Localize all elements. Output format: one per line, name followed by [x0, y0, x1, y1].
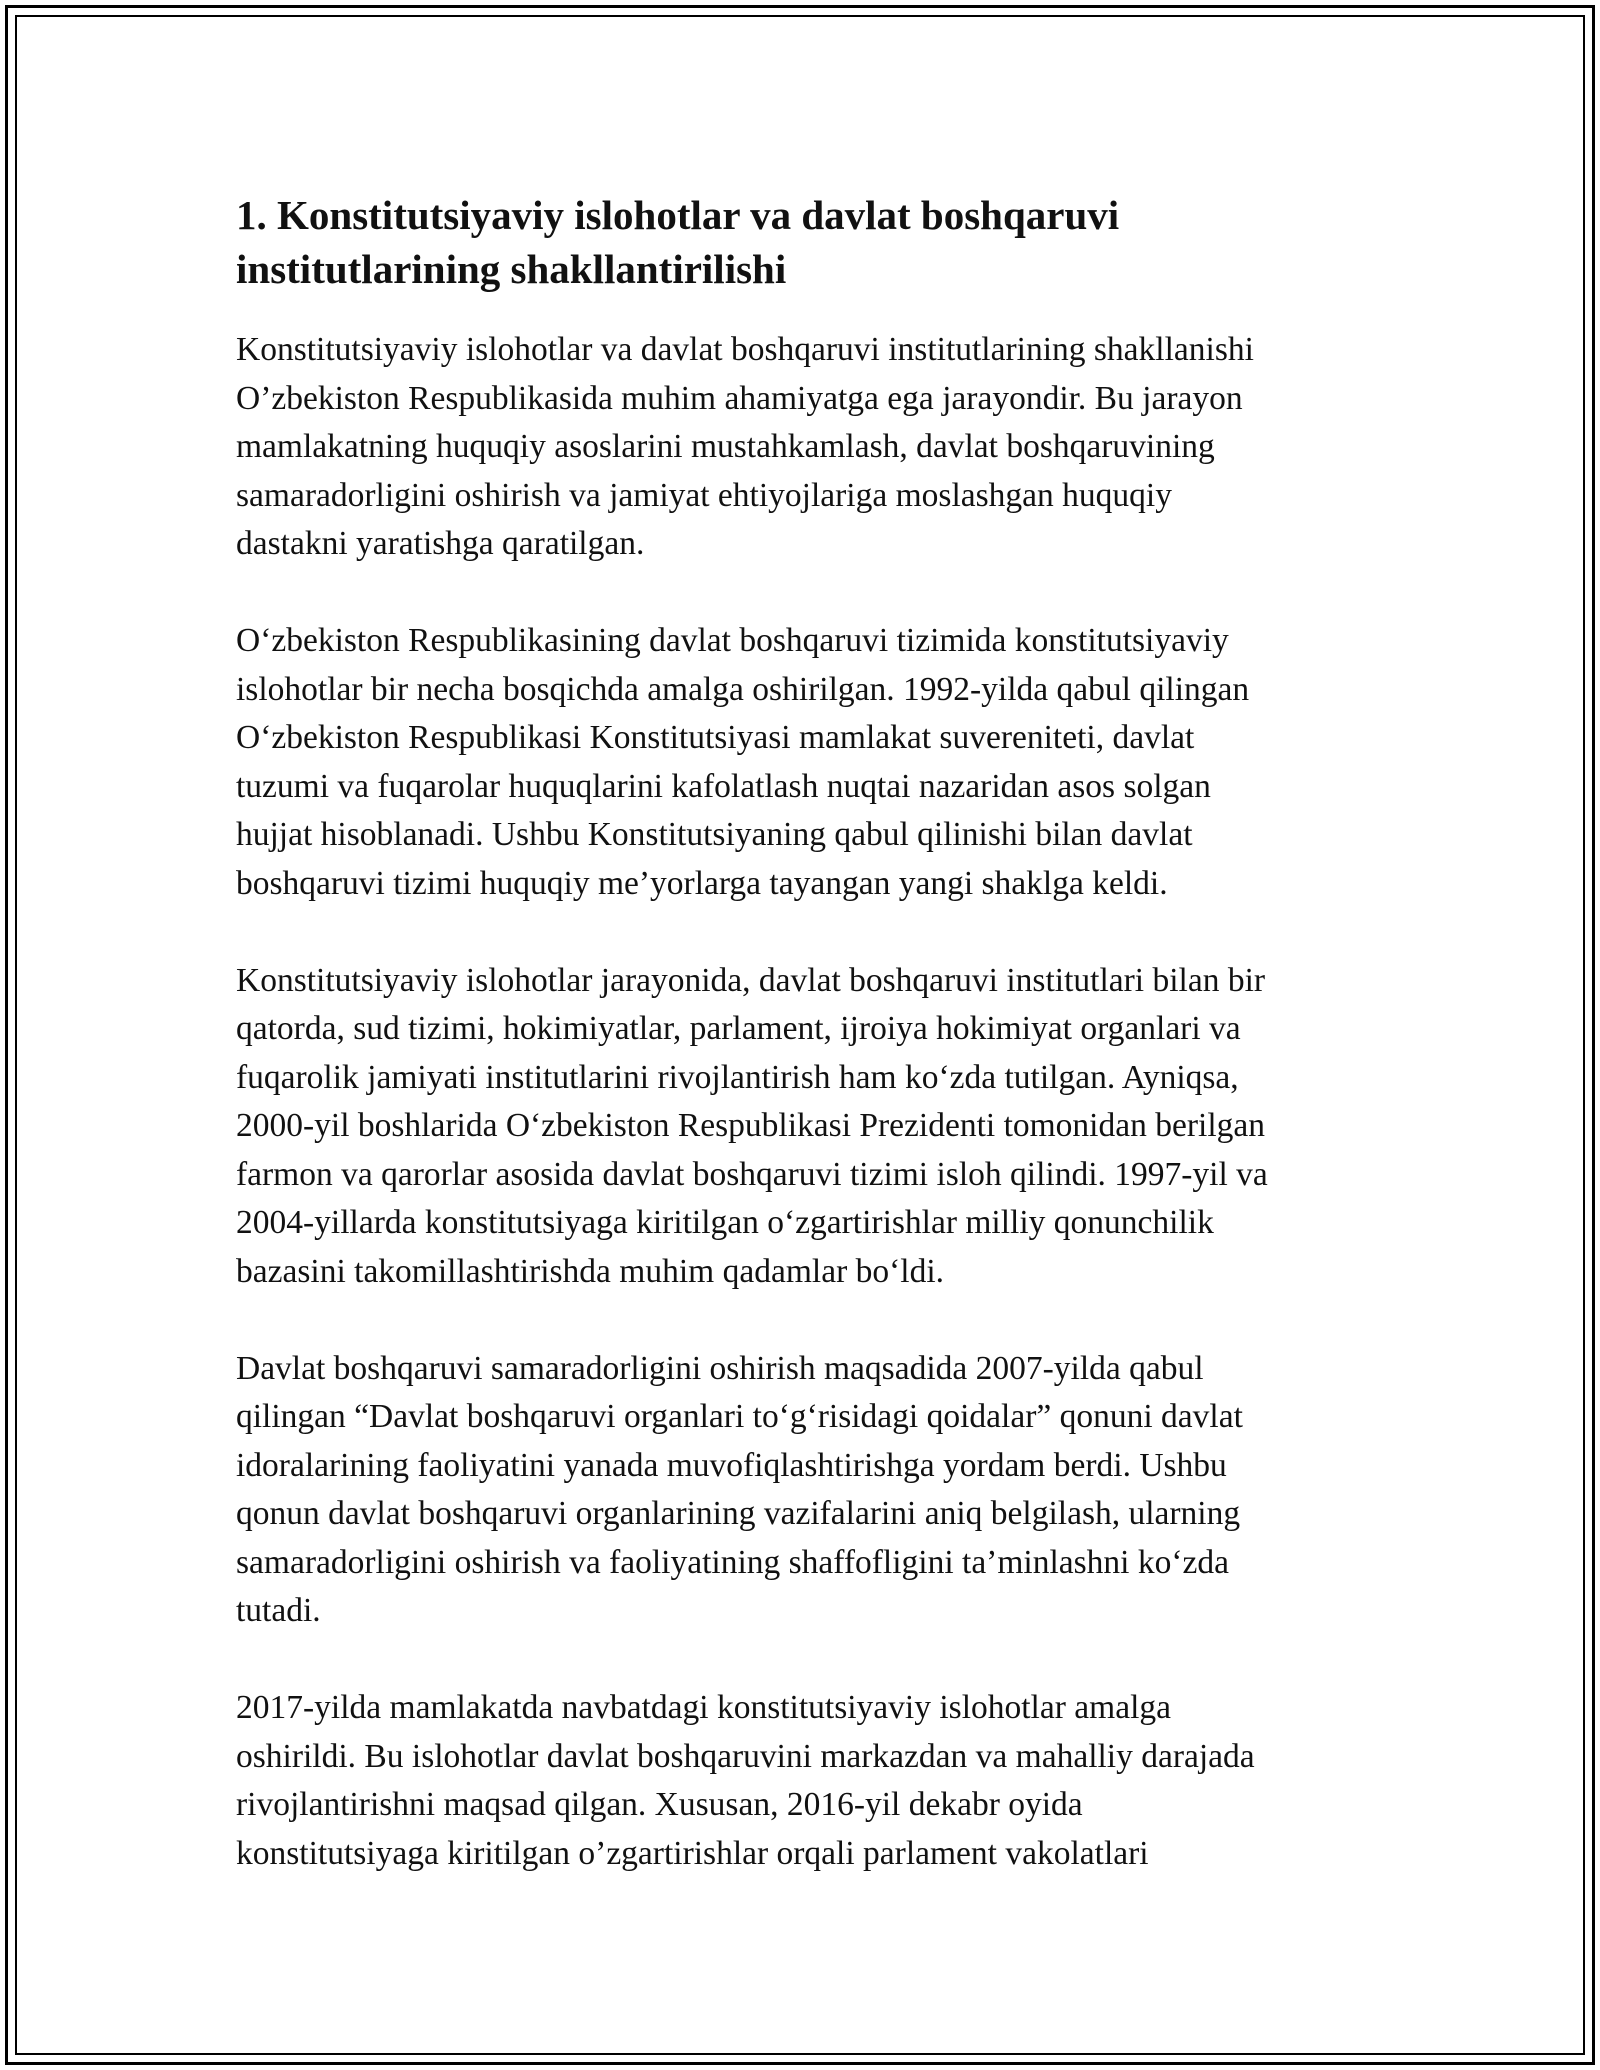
paragraph-1: [236, 326, 1376, 569]
text-line: O‘zbekiston Respublikasi Konstitutsiyasi mamlakat suvereniteti, davlat: [236, 719, 1195, 756]
text-line: fuqarolik jamiyati institutlarini rivojlantirish ham ko‘zda tutilgan. Ayniqsa,: [236, 1058, 1239, 1096]
text-line: dastakni yaratishga qaratilgan.: [236, 525, 645, 562]
text-line: Davlat boshqaruvi samaradorligini oshirish maqsadida 2007-yilda qabul: [236, 1349, 1204, 1387]
text-line: bazasini takomillashtirishda muhim qadamlar bo‘ldi.: [236, 1252, 944, 1290]
text-line: mamlakatning huquqiy asoslarini mustahkamlash, davlat boshqaruvining: [236, 428, 1215, 465]
text-line: qatorda, sud tizimi, hokimiyatlar, parlament, ijroiya hokimiyat organlari va: [236, 1010, 1241, 1047]
heading-line: institutlarining shakllantirilishi: [236, 246, 787, 292]
text-line: 2000-yil boshlarida O‘zbekiston Respublikasi Prezidenti tomonidan berilgan: [236, 1107, 1265, 1144]
text-line: boshqaruvi tizimi huquqiy me’yorlarga tayangan yangi shaklga keldi.: [236, 864, 1168, 902]
paragraph-5: [236, 1684, 1376, 1878]
paragraph-3: [236, 957, 1376, 1297]
text-line: 2004-yillarda konstitutsiyaga kiritilgan o‘zgartirishlar milliy qonunchilik: [236, 1204, 1214, 1241]
text-line: qonun davlat boshqaruvi organlarining vazifalarini aniq belgilash, ularning: [236, 1495, 1241, 1532]
text-line: idoralarining faoliyatini yanada muvofiqlashtirishga yordam berdi. Ushbu: [236, 1446, 1227, 1484]
text-line: tutadi.: [236, 1592, 321, 1629]
text-line: farmon va qarorlar asosida davlat boshqaruvi tizimi isloh qilindi. 1997-yil va: [236, 1155, 1268, 1193]
text-line: konstitutsiyaga kiritilgan o’zgartirishlar orqali parlament vakolatlari: [236, 1834, 1149, 1872]
paragraph-2: [236, 617, 1376, 908]
text-line: 2017-yilda mamlakatda navbatdagi konstitutsiyaviy islohotlar amalga: [236, 1689, 1171, 1726]
text-line: samaradorligini oshirish va faoliyatining shaffofligini ta’minlashni ko‘zda: [236, 1543, 1229, 1581]
text-line: samaradorligini oshirish va jamiyat ehtiyojlariga moslashgan huquqiy: [236, 476, 1172, 514]
paragraph-4: [236, 1345, 1376, 1636]
text-line: Konstitutsiyaviy islohotlar va davlat boshqaruvi institutlarining shakllanishi: [236, 331, 1254, 368]
document-body: [236, 188, 1376, 1927]
text-line: O’zbekiston Respublikasida muhim ahamiyatga ega jarayondir. Bu jarayon: [236, 379, 1243, 417]
text-line: Konstitutsiyaviy islohotlar jarayonida, davlat boshqaruvi institutlari bilan bir: [236, 961, 1266, 999]
text-line: rivojlantirishni maqsad qilgan. Xususan, 2016-yil dekabr oyida: [236, 1786, 1083, 1823]
text-line: tuzumi va fuqarolar huquqlarini kafolatlash nuqtai nazaridan asos solgan: [236, 767, 1211, 805]
text-line: O‘zbekiston Respublikasining davlat boshqaruvi tizimida konstitutsiyaviy: [236, 622, 1229, 659]
text-line: oshirildi. Bu islohotlar davlat boshqaruvini markazdan va mahalliy darajada: [236, 1737, 1255, 1775]
text-line: qilingan “Davlat boshqaruvi organlari to‘g‘risidagi qoidalar” qonuni davlat: [236, 1398, 1243, 1435]
section-heading: [236, 188, 1376, 296]
text-line: islohotlar bir necha bosqichda amalga oshirilgan. 1992-yilda qabul qilingan: [236, 670, 1250, 708]
text-line: hujjat hisoblanadi. Ushbu Konstitutsiyaning qabul qilinishi bilan davlat: [236, 816, 1193, 853]
heading-line: 1. Konstitutsiyaviy islohotlar va davlat boshqaruvi: [236, 192, 1120, 238]
